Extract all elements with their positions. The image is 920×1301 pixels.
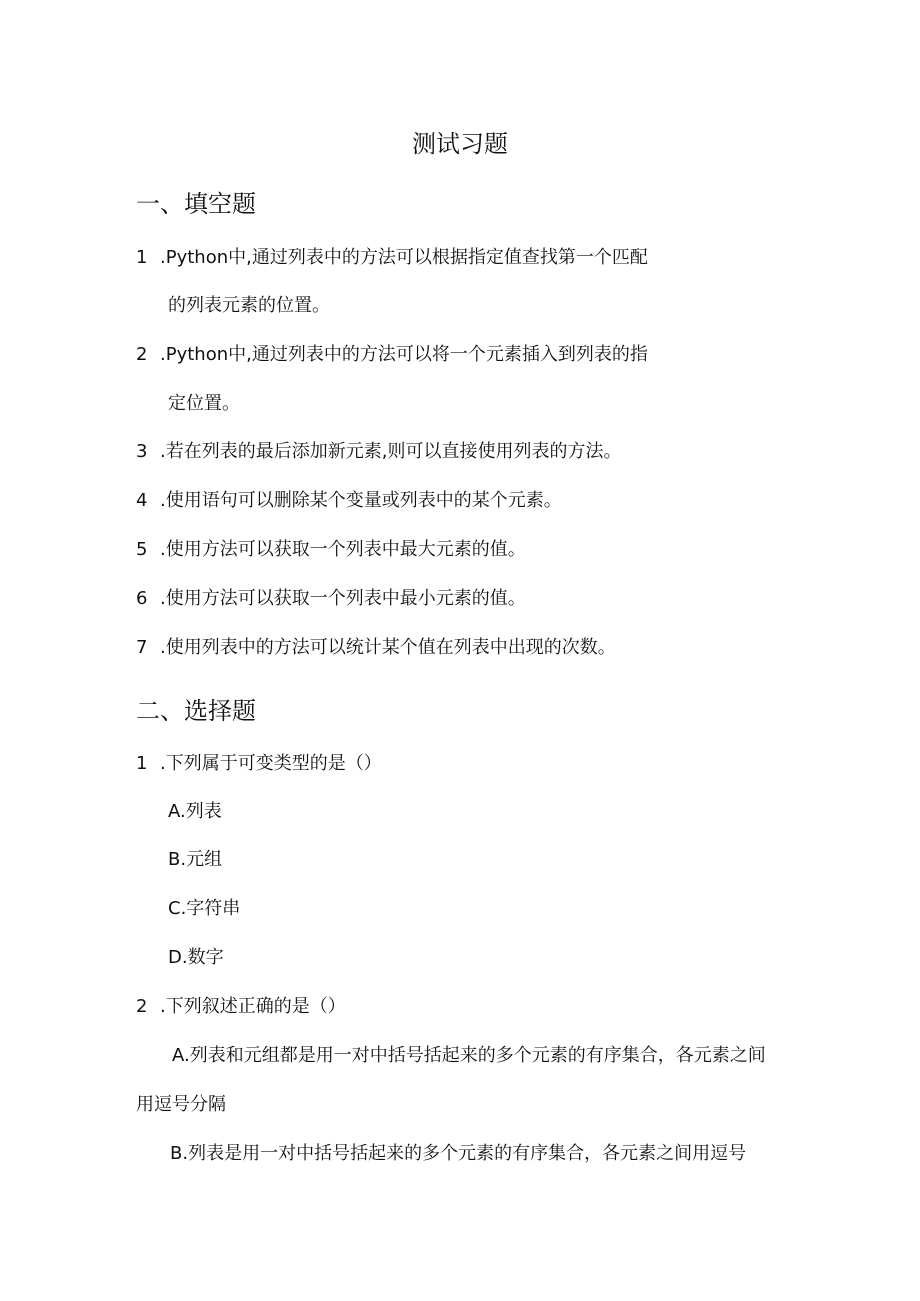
fill-question-2-continuation: 定位置。 [168, 393, 240, 414]
question-number: 2 [136, 344, 148, 365]
fill-question-1-continuation: 的列表元素的位置。 [168, 295, 330, 316]
fill-question-7 [136, 635, 616, 661]
choice-question-2 [136, 994, 346, 1020]
question-text: .使用列表中的方法可以统计某个值在列表中出现的次数。 [160, 637, 616, 658]
choice-option-d: D.数字 [168, 947, 224, 968]
choice-option-a: A.列表和元组都是用一对中括号括起来的多个元素的有序集合，各元素之间 [172, 1045, 766, 1066]
fill-question-5 [136, 537, 526, 563]
question-text: .若在列表的最后添加新元素,则可以直接使用列表的方法。 [160, 441, 622, 462]
fill-question-3 [136, 439, 621, 465]
choice-option-b: B.元组 [168, 849, 223, 870]
choice-option-b: B.列表是用一对中括号括起来的多个元素的有序集合，各元素之间用逗号 [170, 1143, 747, 1164]
section-heading-multiple-choice: 二、选择题 [136, 697, 256, 725]
section-heading-fill-blank: 一、填空题 [136, 190, 256, 218]
question-text: .Python中,通过列表中的方法可以将一个元素插入到列表的指 [160, 344, 648, 365]
fill-question-6 [136, 586, 526, 612]
question-number: 2 [136, 996, 148, 1017]
question-number: 7 [136, 637, 148, 658]
question-text: .Python中,通过列表中的方法可以根据指定值查找第一个匹配 [160, 247, 648, 268]
question-text: .使用方法可以获取一个列表中最小元素的值。 [160, 588, 526, 609]
question-number: 1 [136, 753, 148, 774]
question-number: 1 [136, 247, 148, 268]
fill-question-2 [136, 342, 648, 368]
question-number: 5 [136, 539, 148, 560]
question-text: .使用方法可以获取一个列表中最大元素的值。 [160, 539, 526, 560]
question-number: 4 [136, 490, 148, 511]
choice-option-c: C.字符串 [168, 898, 241, 919]
page-title: 测试习题 [412, 130, 508, 158]
question-number: 6 [136, 588, 148, 609]
fill-question-1 [136, 245, 648, 271]
question-stem: .下列属于可变类型的是（） [160, 753, 382, 774]
question-number: 3 [136, 441, 148, 462]
choice-option-a-continuation: 用逗号分隔 [136, 1094, 226, 1115]
question-text: .使用语句可以删除某个变量或列表中的某个元素。 [160, 490, 562, 511]
choice-option-a: A.列表 [168, 801, 222, 822]
question-stem: .下列叙述正确的是（） [160, 996, 346, 1017]
fill-question-4 [136, 488, 562, 514]
choice-question-1 [136, 751, 382, 777]
